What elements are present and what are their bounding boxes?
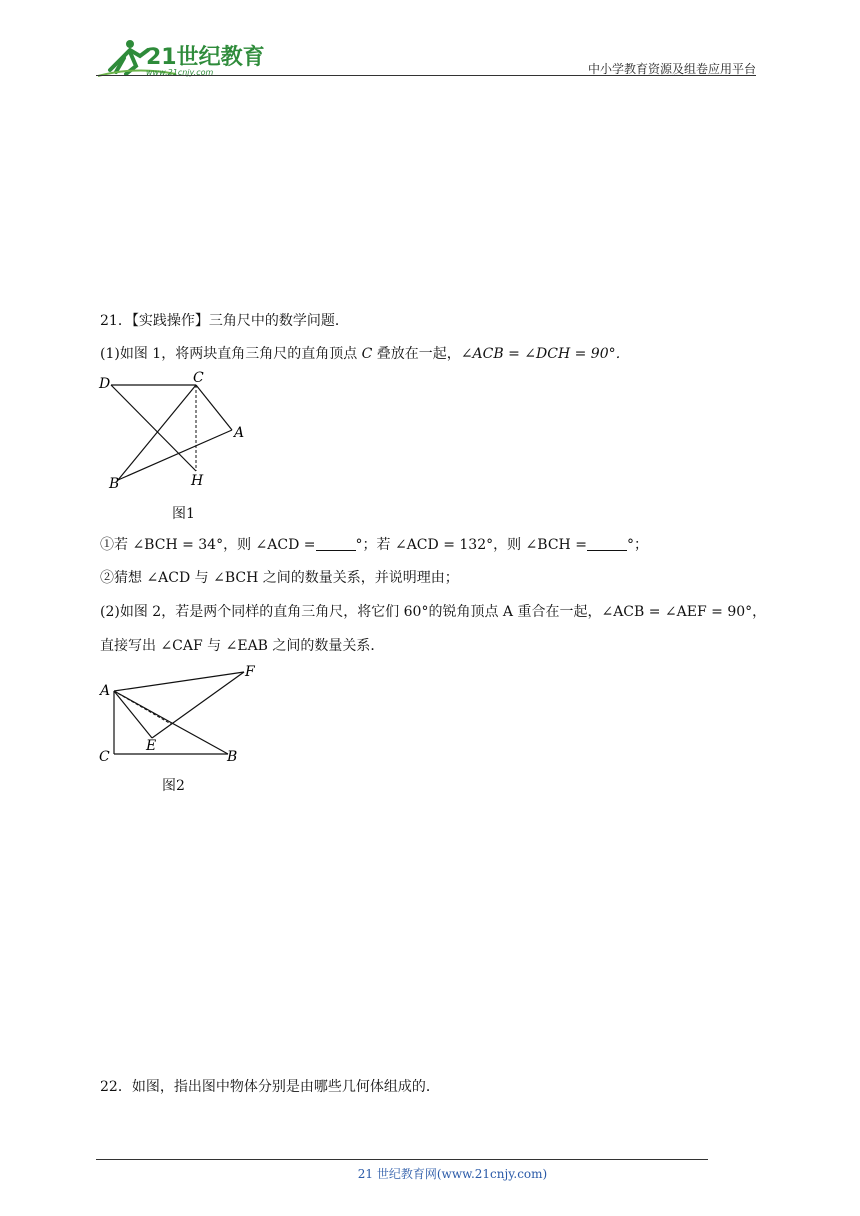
fig1-edge-BA xyxy=(118,430,232,480)
header-divider xyxy=(96,75,756,76)
q21-part2-line2: 直接写出 ∠CAF 与 ∠EAB 之间的数量关系． xyxy=(100,638,385,654)
svg-text:21世纪教育: 21世纪教育 xyxy=(146,45,265,70)
runner-logo-icon xyxy=(96,36,266,80)
q21-sub1-c: °； xyxy=(626,537,648,553)
fig2-label-B: B xyxy=(227,749,238,765)
site-name: 中小学教育资源及组卷应用平台 xyxy=(587,62,756,76)
fig1-label-H: H xyxy=(191,473,204,489)
q21-title: 21．【实践操作】三角尺中的数学问题． xyxy=(100,313,349,329)
fig1-edge-DH xyxy=(111,385,196,471)
fig2-edge-AF xyxy=(114,672,244,691)
q21-sub1 xyxy=(100,535,648,555)
fig1-label-B: B xyxy=(109,476,120,492)
figure-2-caption: 图2 xyxy=(162,778,185,794)
figure-1 xyxy=(96,368,256,498)
footer-text: 21 世纪教育网(www.21cnjy.com) xyxy=(357,1167,548,1181)
fig2-edge-AE xyxy=(114,691,152,738)
answer-blank-1[interactable] xyxy=(316,536,356,551)
fig2-label-A: A xyxy=(100,683,111,699)
q21-sub2: ②猜想 ∠ACD 与 ∠BCH 之间的数量关系，并说明理由； xyxy=(100,570,459,586)
fig1-label-C: C xyxy=(193,370,204,386)
q21-part1-text xyxy=(100,344,630,364)
fig1-label-D: D xyxy=(99,376,111,392)
fig2-label-C: C xyxy=(99,749,110,765)
svg-text:www.21cnjy.com: www.21cnjy.com xyxy=(146,68,214,77)
figure-2 xyxy=(96,660,266,770)
site-logo xyxy=(96,36,266,80)
fig1-edge-CA xyxy=(196,385,232,430)
footer xyxy=(0,1165,860,1182)
q21-part1-vertex: C xyxy=(361,346,373,362)
fig2-label-E: E xyxy=(146,738,157,754)
figure-1-caption: 图1 xyxy=(172,506,195,522)
fig2-edge-EF xyxy=(152,672,244,738)
footer-divider xyxy=(96,1159,708,1160)
fig2-edge-AB xyxy=(114,691,228,754)
q21-part1-formula: ∠ACB = ∠DCH = 90°． xyxy=(460,346,630,362)
q21-part2-line1: (2)如图 2，若是两个同样的直角三角尺，将它们 60°的锐角顶点 A 重合在一起，∠ACB = ∠AEF = 90°， xyxy=(100,604,767,620)
q21-part1-prefix: (1)如图 1，将两块直角三角尺的直角顶点 xyxy=(100,346,362,362)
q21-part1-mid: 叠放在一起， xyxy=(372,346,461,362)
fig1-edge-CB xyxy=(118,385,196,480)
q21-sub1-a: ①若 ∠BCH = 34°，则 ∠ACD = xyxy=(100,537,316,553)
q21-sub1-b: °；若 ∠ACD = 132°，则 ∠BCH = xyxy=(355,537,587,553)
fig1-label-A: A xyxy=(234,425,245,441)
fig2-label-F: F xyxy=(245,664,255,680)
answer-blank-2[interactable] xyxy=(587,536,627,551)
q22-title: 22．如图，指出图中物体分别是由哪些几何体组成的． xyxy=(100,1079,440,1095)
